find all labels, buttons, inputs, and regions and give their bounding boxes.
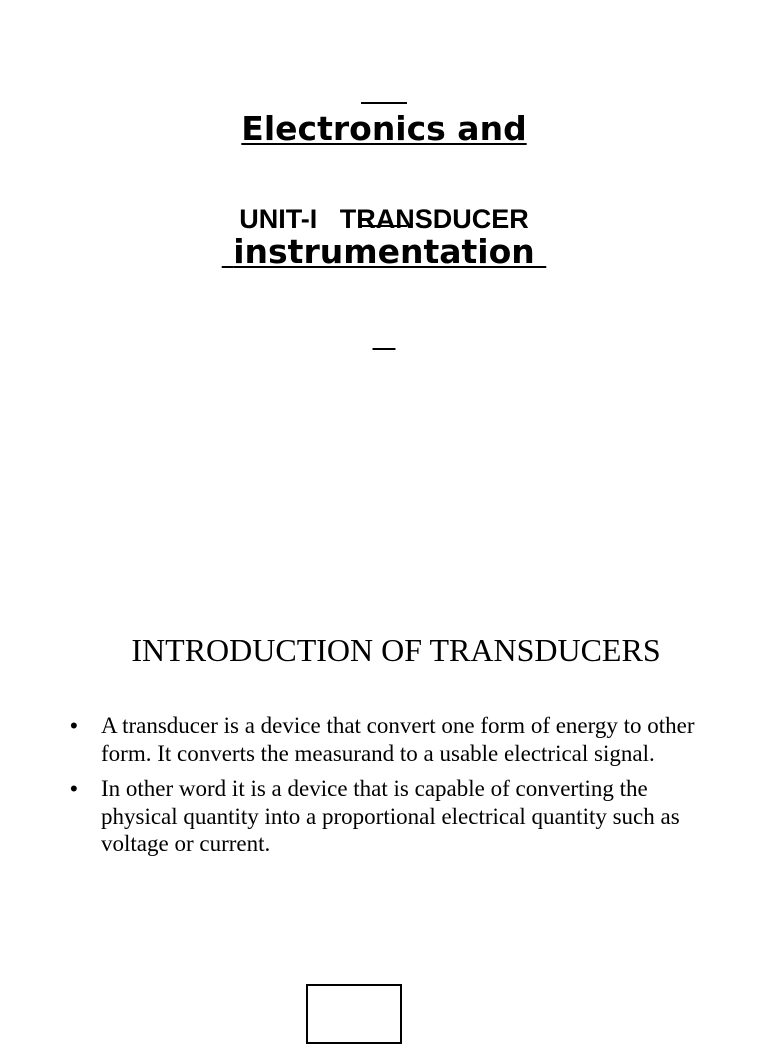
unit-title: UNIT-I TRANSDUCER <box>239 204 529 234</box>
bullet-list <box>0 712 768 866</box>
bullet-text: A transducer is a device that convert one form of energy to other form. It converts the measurand to a usable electrical signal. <box>101 713 695 766</box>
title-line-2: instrumentation <box>221 232 547 271</box>
bullet-icon: • <box>70 713 78 738</box>
list-item <box>0 712 701 767</box>
bullet-icon: • <box>70 776 78 801</box>
title-line-1: Electronics and <box>241 109 527 148</box>
document-title <box>0 26 768 354</box>
empty-placeholder-box <box>306 984 402 1044</box>
bullet-text: In other word it is a device that is capable of converting the physical quantity into a proportional electrical quantity such as voltage or current. <box>101 776 680 856</box>
list-item <box>0 775 701 858</box>
section-heading: INTRODUCTION OF TRANSDUCERS <box>131 632 661 668</box>
intro-slide <box>0 600 768 1024</box>
